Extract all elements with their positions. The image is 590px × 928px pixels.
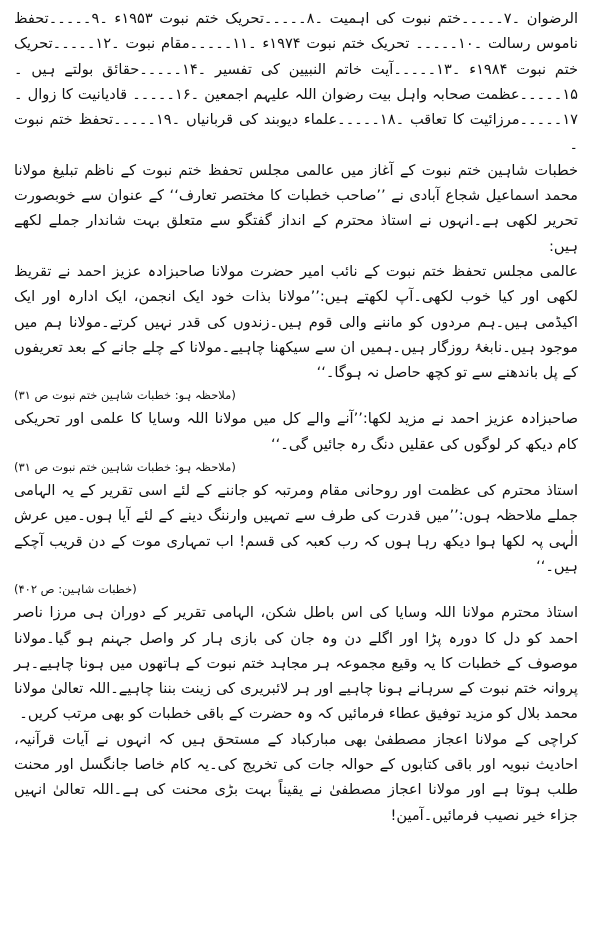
document-page bbox=[14, 6, 578, 922]
paragraph-taqreez-quote: عالمی مجلس تحفظ ختم نبوت کے نائب امیر حضرت مولانا صاحبزادہ عزیز احمد نے تقریظ لکھی اور کیا خوب لکھی۔آپ لکھتے ہیں:’’مولانا بذات خود ایک انجمن، ایک ادارہ اور ایک اکیڈمی ہیں۔ہم مردوں کو ماننے والی قوم ہیں۔زندوں کی قدر نہیں کرتے۔مولانا ہم میں موجود ہیں۔نابغۂ روزگار ہیں۔ہمیں ان سے سیکھنا چاہیے۔مولانا کے چلے جانے کے بعد تعریفوں کے پل باندھنے سے تو کچھ حاصل نہ ہوگا۔‘‘ bbox=[14, 262, 578, 382]
reference-citation-1 bbox=[14, 385, 578, 406]
reference-citation-1-text: (ملاحظہ ہو: خطبات شاہین ختم نبوت ص ۳۱) bbox=[14, 388, 236, 403]
reference-citation-3 bbox=[14, 579, 578, 600]
paragraph-additional-quote: صاحبزادہ عزیز احمد نے مزید لکھا:’’آنے والے کل میں مولانا اللہ وسایا کا علمی اور تحریکی کام دیکھ کر لوگوں کی عقلیں دنگ رہ جائیں گی۔‘‘ bbox=[14, 410, 578, 453]
reference-citation-3-text: (خطبات شاہین: ص ۴۰۲) bbox=[14, 582, 137, 597]
paragraph-ilhami-jumlay: استاذ محترم کی عظمت اور روحانی مقام ومرتبہ کو جاننے کے لئے اسی تقریر کے یہ الہامی جملے ملاحظہ ہوں:’’میں قدرت کی طرف سے تمہیں وارننگ دینے کے لئے آیا ہوں۔میں عرش الٰہی پہ لکھا ہوا دیکھ رہا ہوں کہ رب کعبہ کی قسم! اب تمہاری موت کے دن قریب آچکے ہیں۔‘‘ bbox=[14, 482, 578, 575]
reference-citation-2 bbox=[14, 457, 578, 478]
paragraph-tribute: استاذ محترم مولانا اللہ وسایا کی اس باطل شکن، الہامی تقریر کے دوران ہی مرزا ناصر احمد کو دل کا دورہ پڑا اور اگلے دن وہ جان کی بازی ہار کر واصل جہنم ہو گیا۔مولانا موصوف کے خطبات کا یہ وقیع مجموعہ ہر مجاہد ختم نبوت کے ہاتھوں میں ہونا چاہیے۔ہر پروانہ ختم نبوت کے سرہانے ہونا چاہیے اور ہر لائبریری کی زینت بننا چاہیے۔اللہ تعالیٰ مولانا محمد بلال کو مزید توفیق عطاء فرمائیں کہ وہ حضرت کے باقی خطبات کو بھی مرتب کریں۔ bbox=[14, 604, 578, 723]
paragraph-khutbat-intro: خطبات شاہین ختم نبوت کے آغاز میں عالمی مجلس تحفظ ختم نبوت کے ناظم تبلیغ مولانا محمد اسماعیل شجاع آبادی نے ’’صاحب خطبات کا مختصر تعارف‘‘ کے عنوان سے خوبصورت تحریر لکھی ہے۔انہوں نے استاذ محترم کے انداز گفتگو سے متعلق بہت شاندار جملے لکھے ہیں: bbox=[14, 161, 578, 255]
reference-citation-2-text: (ملاحظہ ہو: خطبات شاہین ختم نبوت ص ۳۱) bbox=[14, 460, 236, 475]
paragraph-topics-list: الرضوان ۔۷۔۔۔۔۔ختم نبوت کی اہمیت ۔۸۔۔۔۔۔تحریک ختم نبوت ۱۹۵۳ء ۔۹۔۔۔۔۔تحفظ ناموس رسالت ۔۱۰۔۔۔۔۔ تحریک ختم نبوت ۱۹۷۴ء ۔۱۱۔۔۔۔۔مقام نبوت ۔۱۲۔۔۔۔۔تحریک ختم نبوت ۱۹۸۴ء ۔۱۳۔۔۔۔۔آیت خاتم النبیین کی تفسیر ۔۱۴۔۔۔۔۔حقائق بولتے ہیں ۔۱۵۔۔۔۔۔عظمت صحابہ واہل بیت رضوان اللہ علیہم اجمعین ۔۱۶۔۔۔۔۔ قادیانیت کا زوال ۔۱۷۔۔۔۔۔مرزائیت کا تعاقب ۔۱۸۔۔۔۔۔علماء دیوبند کی قربانیاں ۔۱۹۔۔۔۔۔تحفظ ختم نبوت ۔ bbox=[14, 10, 579, 154]
paragraph-acknowledgement: کراچی کے مولانا اعجاز مصطفیٰ بھی مبارکباد کے مستحق ہیں کہ انہوں نے آیات قرآنیہ، احادیث نبویہ اور باقی کتابوں کے حوالہ جات کی تخریج کی۔یہ کام خاصا جانگسل اور محنت طلب ہوتا ہے اور مولانا اعجاز مصطفیٰ نے یقیناً بہت بڑی محنت کی ہے۔اللہ تعالیٰ انہیں جزاء خیر نصیب فرمائیں۔آمین! bbox=[14, 730, 578, 824]
